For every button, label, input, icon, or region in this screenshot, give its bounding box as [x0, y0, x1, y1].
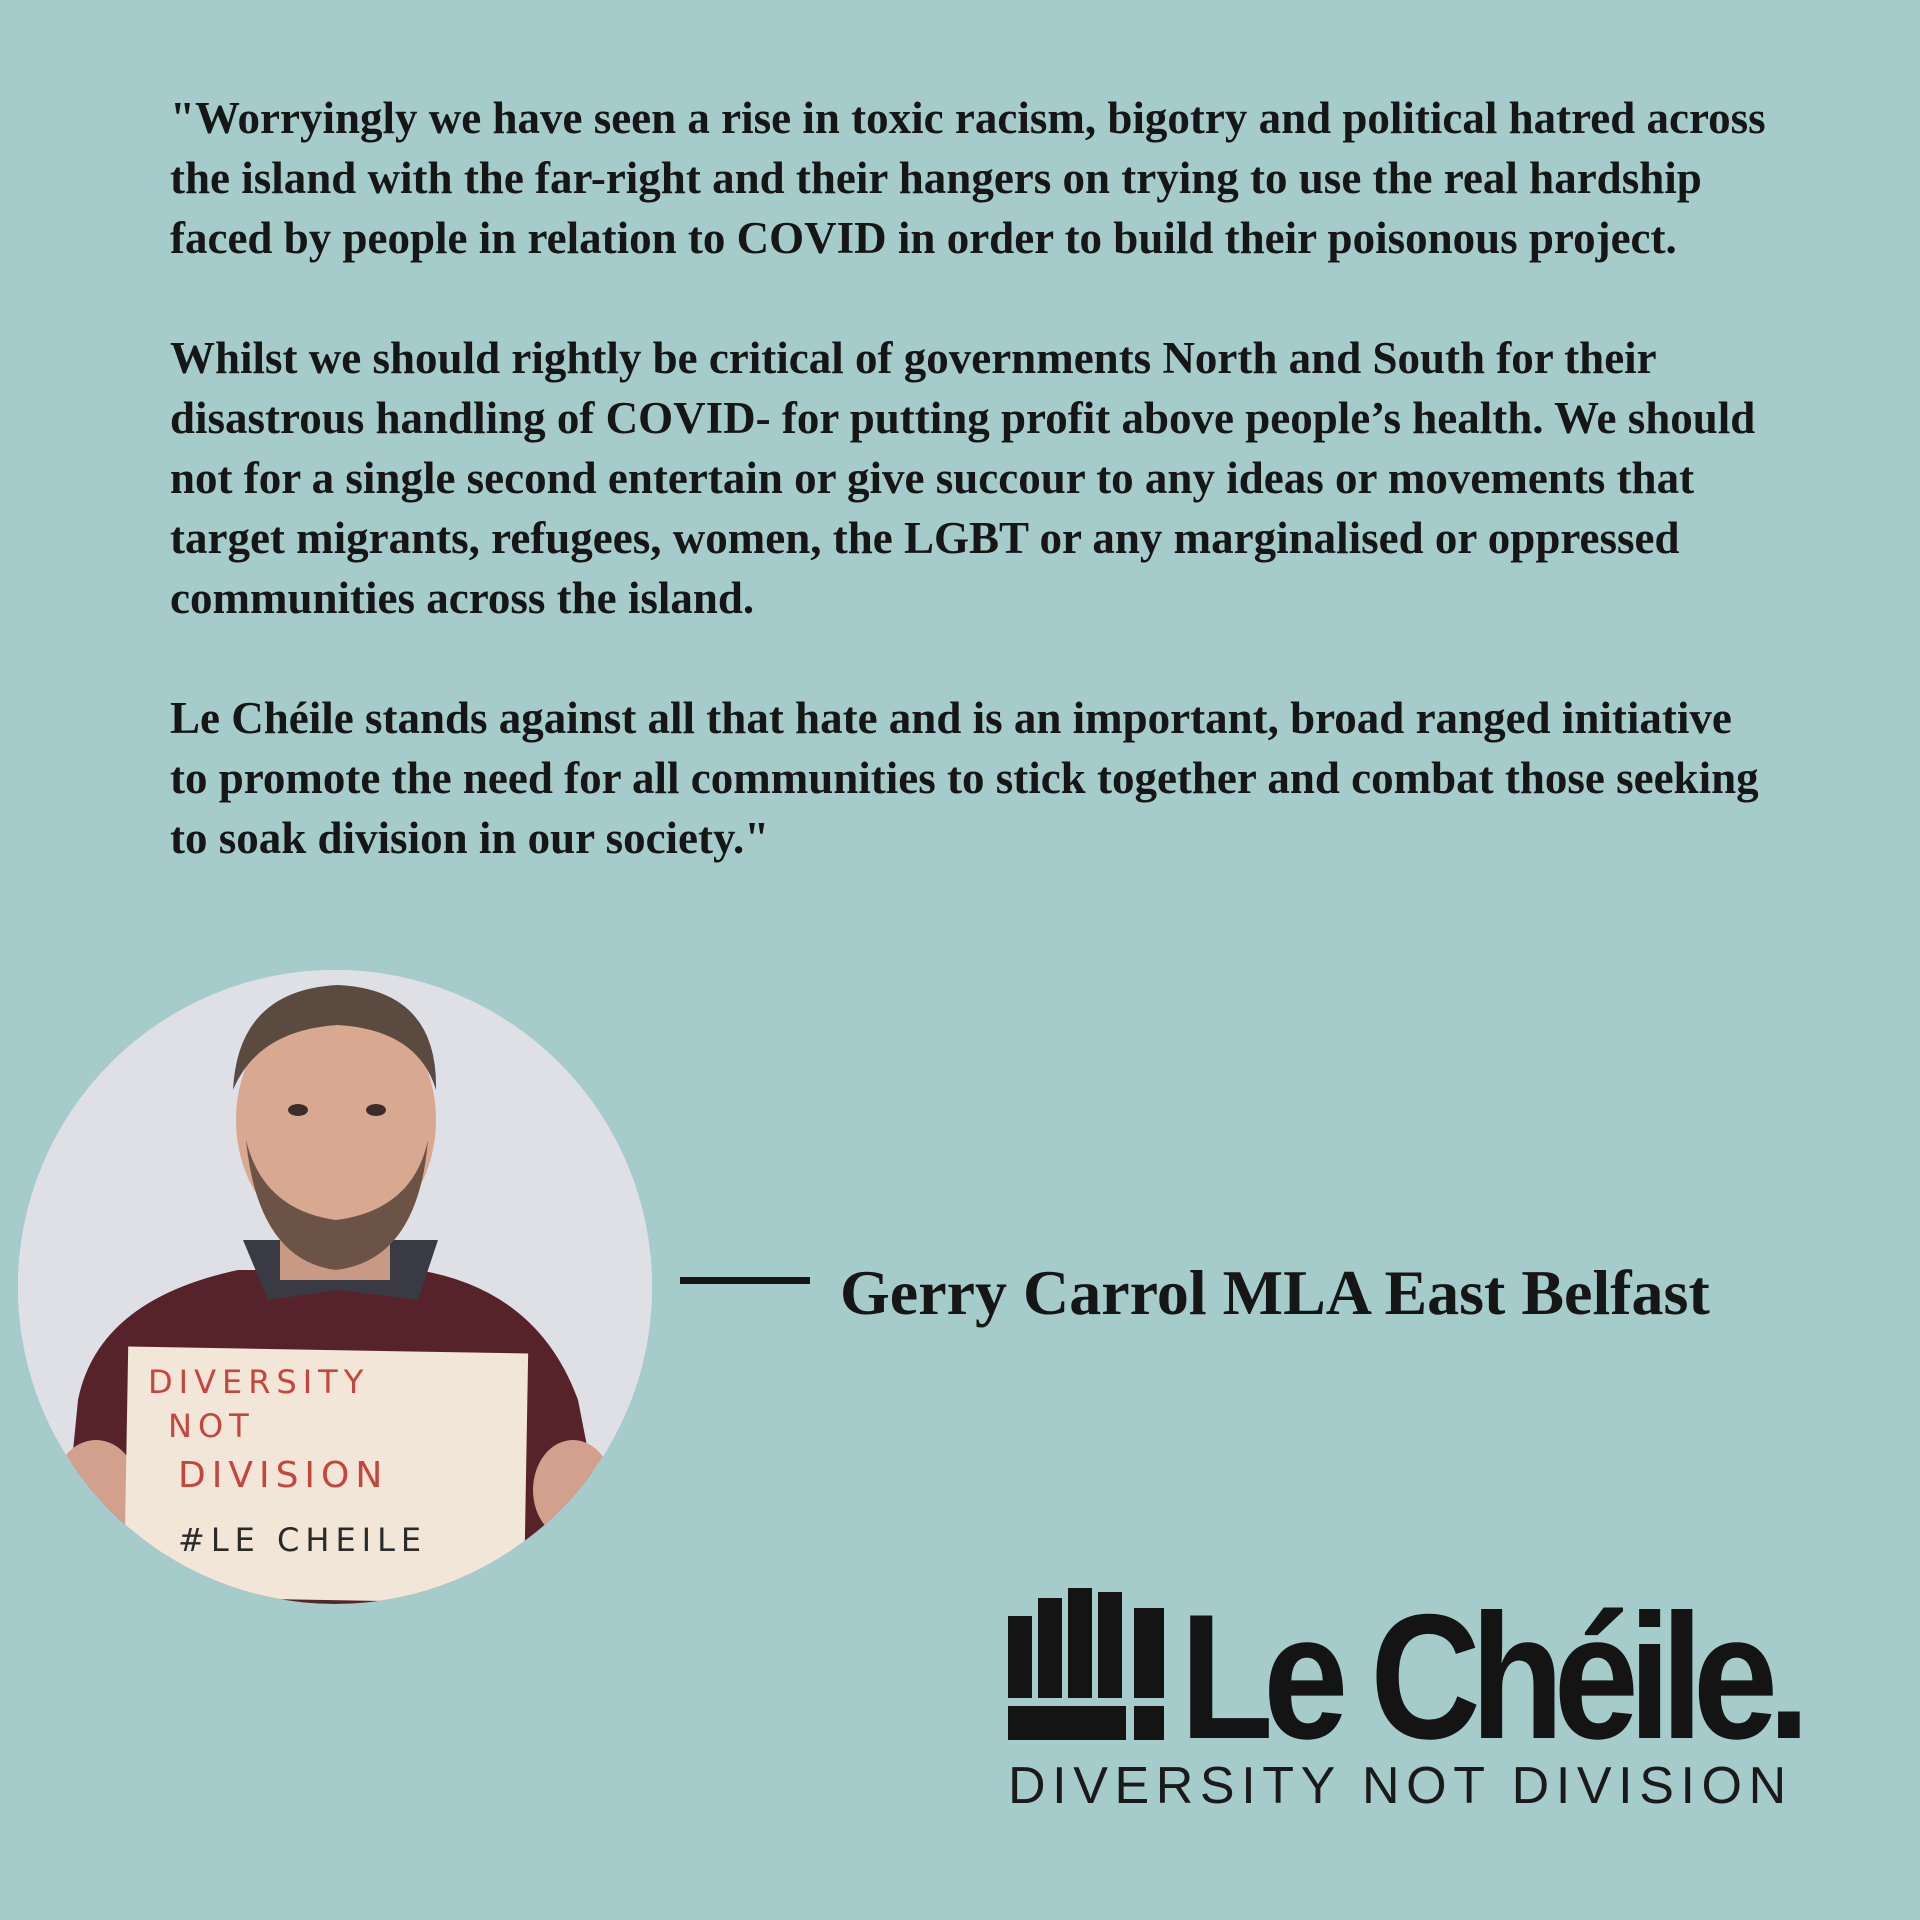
logo-bars-icon [1008, 1588, 1168, 1740]
brand-tagline: DIVERSITY NOT DIVISION [1008, 1757, 1793, 1815]
attribution-dash [680, 1277, 810, 1284]
quote-paragraph: Le Chéile stands against all that hate and is an important, broad ranged initiative to promote the need for all communities to stick together and combat those seeking to soak division in our society." [170, 693, 1759, 863]
brand-logo-wordmark: Le Chéile. [1180, 1577, 1800, 1776]
quote-paragraph: Whilst we should rightly be critical of governments North and South for their disastrous handling of COVID- for putting profit above people’s health. We should not for a single second entertain or give succour to any ideas or movements that target migrants, refugees, women, the LGBT or any marginalised or oppressed communities across the island. [170, 333, 1756, 623]
attribution-name: Gerry Carrol MLA East Belfast [840, 1257, 1710, 1328]
quote-paragraph: "Worryingly we have seen a rise in toxic racism, bigotry and political hatred across the island with the far-right and their hangers on trying to use the real hardship faced by people in relation to COVID in order to build their poisonous project. [170, 93, 1766, 263]
sign-line: #LE CHEILE [178, 1521, 428, 1559]
sign-line: DIVERSITY [148, 1363, 370, 1401]
sign-line: NOT [168, 1407, 255, 1445]
speaker-photo [18, 970, 652, 1604]
sign-text [148, 1360, 528, 1562]
quote-block [170, 88, 1770, 928]
sign-line: DIVISION [178, 1455, 389, 1496]
